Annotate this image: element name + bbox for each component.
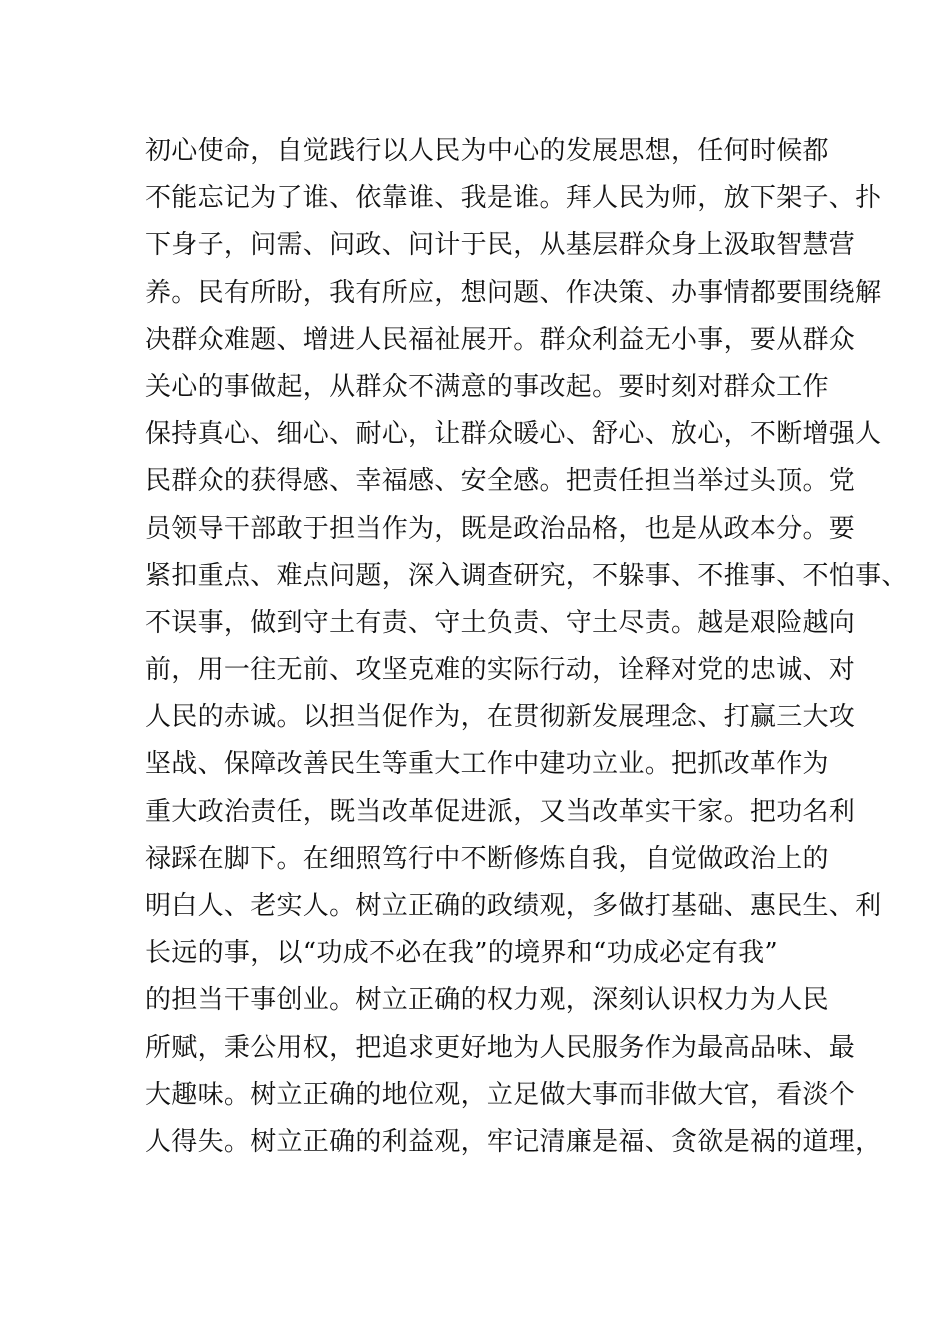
text-line: 初心使命，自觉践行以人民为中心的发展思想，任何时候都: [145, 136, 829, 166]
text-line: 大趣味。树立正确的地位观，立足做大事而非做大官，看淡个: [145, 1079, 856, 1110]
text-line: 人得失。树立正确的利益观，牢记清廉是福、贪欲是祸的道理，: [145, 1126, 882, 1157]
text-line: 所赋，秉公用权，把追求更好地为人民服务作为最高品味、最: [145, 1032, 856, 1063]
text-line: 的担当干事创业。树立正确的权力观，深刻认识权力为人民: [145, 985, 829, 1016]
text-line: 关心的事做起，从群众不满意的事改起。要时刻对群众工作: [145, 371, 829, 402]
text-line: 养。民有所盼，我有所应，想问题、作决策、办事情都要围绕解: [145, 277, 882, 308]
text-line: 前，用一往无前、攻坚克难的实际行动，诠释对党的忠诚、对: [145, 655, 856, 686]
text-line: 禄踩在脚下。在细照笃行中不断修炼自我，自觉做政治上的: [145, 843, 829, 874]
text-line: 保持真心、细心、耐心，让群众暖心、舒心、放心，不断增强人: [145, 419, 882, 450]
text-line: 下身子，问需、问政、问计于民，从基层群众身上汲取智慧营: [145, 230, 856, 261]
text-line: 长远的事，以“功成不必在我”的境界和“功成必定有我”: [145, 938, 778, 969]
body-paragraph: [145, 128, 908, 1166]
text-line: 不误事，做到守土有责、守土负责、守土尽责。越是艰险越向: [145, 607, 856, 638]
text-line: 不能忘记为了谁、依靠谁、我是谁。拜人民为师，放下架子、扑: [145, 183, 882, 214]
text-line: 明白人、老实人。树立正确的政绩观，多做打基础、惠民生、利: [145, 891, 882, 921]
text-line: 员领导干部敢于担当作为，既是政治品格，也是从政本分。要: [145, 513, 856, 544]
text-line: 重大政治责任，既当改革促进派，又当改革实干家。把功名利: [145, 796, 856, 827]
text-line: 人民的赤诚。以担当促作为，在贯彻新发展理念、打赢三大攻: [145, 702, 856, 733]
text-line: 民群众的获得感、幸福感、安全感。把责任担当举过头顶。党: [145, 466, 856, 497]
text-line: 坚战、保障改善民生等重大工作中建功立业。把抓改革作为: [145, 749, 829, 780]
text-line: 紧扣重点、难点问题，深入调查研究，不躲事、不推事、不怕事、: [145, 560, 908, 591]
text-line: 决群众难题、增进人民福祉展开。群众利益无小事，要从群众: [145, 324, 856, 355]
